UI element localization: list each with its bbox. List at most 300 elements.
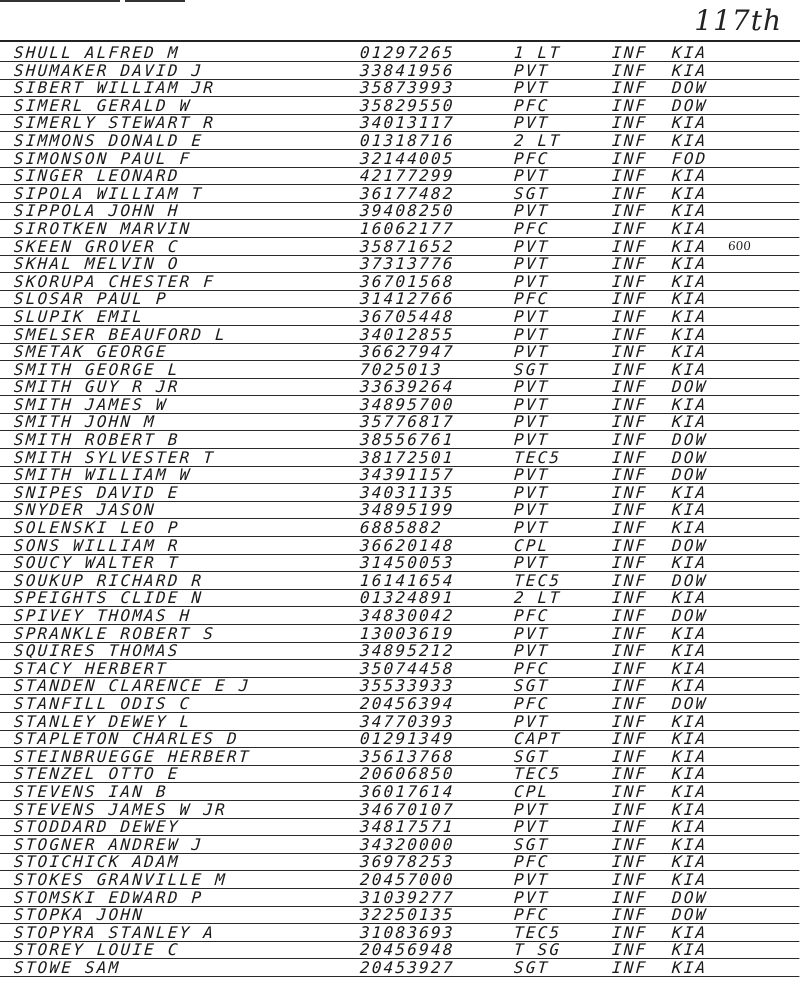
- branch-cell: INF: [611, 271, 649, 291]
- branch-cell: INF: [611, 324, 649, 344]
- status-cell: KIA: [671, 43, 709, 62]
- status-cell: KIA: [671, 711, 709, 731]
- casualty-row: [0, 677, 800, 695]
- casualty-row: [0, 202, 800, 220]
- serial-number-cell: 34895199: [359, 500, 456, 520]
- status-cell: DOW: [671, 535, 709, 555]
- branch-cell: INF: [611, 78, 649, 98]
- name-cell: STOREY LOUIE C: [13, 940, 181, 960]
- name-cell: SMETAK GEORGE: [13, 342, 169, 362]
- branch-cell: INF: [611, 711, 649, 731]
- casualty-row: [0, 167, 800, 185]
- name-cell: SMITH GEORGE L: [13, 359, 181, 379]
- casualty-row: [0, 625, 800, 643]
- status-cell: KIA: [671, 236, 709, 256]
- status-cell: KIA: [671, 623, 709, 643]
- status-cell: DOW: [671, 78, 709, 98]
- rank-cell: PVT: [513, 887, 551, 907]
- branch-cell: INF: [611, 834, 649, 854]
- branch-cell: INF: [611, 254, 649, 274]
- serial-number-cell: 35829550: [359, 95, 456, 115]
- name-cell: STEVENS IAN B: [13, 781, 169, 801]
- status-cell: KIA: [671, 412, 709, 432]
- status-cell: KIA: [671, 183, 709, 203]
- casualty-row: [0, 378, 800, 396]
- branch-cell: INF: [611, 289, 649, 309]
- casualty-row: [0, 44, 800, 62]
- branch-cell: INF: [611, 394, 649, 414]
- rank-cell: PVT: [513, 711, 551, 731]
- casualty-row: [0, 853, 800, 871]
- branch-cell: INF: [611, 641, 649, 661]
- name-cell: SIBERT WILLIAM JR: [13, 78, 216, 98]
- casualty-row: [0, 836, 800, 854]
- rank-cell: CPL: [513, 535, 551, 555]
- branch-cell: INF: [611, 817, 649, 837]
- serial-number-cell: 36620148: [359, 535, 456, 555]
- name-cell: STEINBRUEGGE HERBERT: [13, 746, 252, 766]
- rank-cell: PVT: [513, 60, 551, 80]
- casualty-row: [0, 79, 800, 97]
- branch-cell: INF: [611, 482, 649, 502]
- status-cell: KIA: [671, 306, 709, 326]
- rank-cell: PVT: [513, 465, 551, 485]
- status-cell: KIA: [671, 324, 709, 344]
- casualty-row: [0, 730, 800, 748]
- rank-cell: PFC: [513, 852, 551, 872]
- rank-cell: PFC: [513, 693, 551, 713]
- name-cell: SMELSER BEAUFORD L: [13, 324, 228, 344]
- casualty-row: [0, 537, 800, 555]
- serial-number-cell: 35533933: [359, 676, 456, 696]
- status-cell: KIA: [671, 289, 709, 309]
- status-cell: KIA: [671, 553, 709, 573]
- serial-number-cell: 35776817: [359, 412, 456, 432]
- serial-number-cell: 34770393: [359, 711, 456, 731]
- name-cell: SLUPIK EMIL: [13, 306, 145, 326]
- status-cell: DOW: [671, 95, 709, 115]
- branch-cell: INF: [611, 676, 649, 696]
- branch-cell: INF: [611, 166, 649, 186]
- name-cell: SIROTKEN MARVIN: [13, 218, 193, 238]
- status-cell: DOW: [671, 570, 709, 590]
- status-cell: KIA: [671, 500, 709, 520]
- name-cell: SQUIRES THOMAS: [13, 641, 181, 661]
- status-cell: KIA: [671, 166, 709, 186]
- name-cell: SKHAL MELVIN O: [13, 254, 181, 274]
- casualty-row: [0, 484, 800, 502]
- rank-cell: SGT: [513, 834, 551, 854]
- status-cell: KIA: [671, 658, 709, 678]
- name-cell: SMITH ROBERT B: [13, 430, 181, 450]
- status-cell: KIA: [671, 729, 709, 749]
- branch-cell: INF: [611, 764, 649, 784]
- branch-cell: INF: [611, 465, 649, 485]
- serial-number-cell: 31450053: [359, 553, 456, 573]
- status-cell: KIA: [671, 746, 709, 766]
- serial-number-cell: 32144005: [359, 148, 456, 168]
- name-cell: STOWE SAM: [13, 957, 122, 977]
- name-cell: SIMONSON PAUL F: [13, 148, 193, 168]
- serial-number-cell: 33841956: [359, 60, 456, 80]
- branch-cell: INF: [611, 570, 649, 590]
- status-cell: KIA: [671, 588, 709, 608]
- serial-number-cell: 34817571: [359, 817, 456, 837]
- name-cell: STANDEN CLARENCE E J: [13, 676, 252, 696]
- status-cell: KIA: [671, 641, 709, 661]
- status-cell: KIA: [671, 201, 709, 221]
- name-cell: SIPOLA WILLIAM T: [13, 183, 205, 203]
- casualty-row: [0, 924, 800, 942]
- rank-cell: PVT: [513, 482, 551, 502]
- casualty-row: [0, 554, 800, 572]
- name-cell: SIPPOLA JOHN H: [13, 201, 181, 221]
- serial-number-cell: 7025013: [359, 359, 444, 379]
- rank-cell: PVT: [513, 236, 551, 256]
- rank-cell: 1 LT: [513, 43, 563, 62]
- serial-number-cell: 34670107: [359, 799, 456, 819]
- status-cell: KIA: [671, 342, 709, 362]
- name-cell: SONS WILLIAM R: [13, 535, 181, 555]
- serial-number-cell: 20457000: [359, 869, 456, 889]
- name-cell: STOKES GRANVILLE M: [13, 869, 228, 889]
- status-cell: KIA: [671, 130, 709, 150]
- branch-cell: INF: [611, 130, 649, 150]
- branch-cell: INF: [611, 922, 649, 942]
- header-rule: [0, 40, 800, 42]
- serial-number-cell: 36017614: [359, 781, 456, 801]
- branch-cell: INF: [611, 535, 649, 555]
- branch-cell: INF: [611, 236, 649, 256]
- serial-number-cell: 13003619: [359, 623, 456, 643]
- serial-number-cell: 36705448: [359, 306, 456, 326]
- serial-number-cell: 20456394: [359, 693, 456, 713]
- name-cell: SLOSAR PAUL P: [13, 289, 169, 309]
- branch-cell: INF: [611, 412, 649, 432]
- serial-number-cell: 32250135: [359, 905, 456, 925]
- branch-cell: INF: [611, 148, 649, 168]
- name-cell: SPRANKLE ROBERT S: [13, 623, 216, 643]
- branch-cell: INF: [611, 359, 649, 379]
- branch-cell: INF: [611, 95, 649, 115]
- branch-cell: INF: [611, 518, 649, 538]
- casualty-row: [0, 132, 800, 150]
- rank-cell: PVT: [513, 78, 551, 98]
- serial-number-cell: 16141654: [359, 570, 456, 590]
- name-cell: SMITH GUY R JR: [13, 377, 181, 397]
- branch-cell: INF: [611, 658, 649, 678]
- status-cell: KIA: [671, 359, 709, 379]
- status-cell: DOW: [671, 377, 709, 397]
- rank-cell: SGT: [513, 957, 551, 977]
- name-cell: STOGNER ANDREW J: [13, 834, 205, 854]
- serial-number-cell: 42177299: [359, 166, 456, 186]
- casualty-row: [0, 713, 800, 731]
- casualty-row: [0, 396, 800, 414]
- rank-cell: PVT: [513, 254, 551, 274]
- serial-number-cell: 01297265: [359, 43, 456, 62]
- casualty-row: [0, 889, 800, 907]
- casualty-row: [0, 449, 800, 467]
- rank-cell: PVT: [513, 799, 551, 819]
- handwritten-margin-note: 600: [727, 238, 752, 253]
- status-cell: DOW: [671, 465, 709, 485]
- status-cell: KIA: [671, 869, 709, 889]
- name-cell: STENZEL OTTO E: [13, 764, 181, 784]
- casualty-row: [0, 695, 800, 713]
- name-cell: SHULL ALFRED M: [13, 43, 181, 62]
- serial-number-cell: 36177482: [359, 183, 456, 203]
- casualty-row: [0, 660, 800, 678]
- branch-cell: INF: [611, 43, 649, 62]
- casualty-row: [0, 642, 800, 660]
- rank-cell: 2 LT: [513, 588, 563, 608]
- branch-cell: INF: [611, 553, 649, 573]
- rank-cell: SGT: [513, 183, 551, 203]
- casualty-row: [0, 959, 800, 977]
- name-cell: SHUMAKER DAVID J: [13, 60, 205, 80]
- rank-cell: PFC: [513, 658, 551, 678]
- branch-cell: INF: [611, 869, 649, 889]
- name-cell: SMITH WILLIAM W: [13, 465, 193, 485]
- casualty-row: [0, 765, 800, 783]
- casualty-row: [0, 783, 800, 801]
- casualty-row: [0, 343, 800, 361]
- branch-cell: INF: [611, 113, 649, 133]
- status-cell: KIA: [671, 834, 709, 854]
- branch-cell: INF: [611, 588, 649, 608]
- rank-cell: PFC: [513, 218, 551, 238]
- branch-cell: INF: [611, 905, 649, 925]
- branch-cell: INF: [611, 218, 649, 238]
- casualty-row: [0, 114, 800, 132]
- status-cell: KIA: [671, 271, 709, 291]
- casualty-row: [0, 361, 800, 379]
- serial-number-cell: 34895212: [359, 641, 456, 661]
- rank-cell: PVT: [513, 817, 551, 837]
- branch-cell: INF: [611, 447, 649, 467]
- casualty-row: [0, 150, 800, 168]
- name-cell: SPIVEY THOMAS H: [13, 606, 193, 625]
- branch-cell: INF: [611, 693, 649, 713]
- status-cell: KIA: [671, 394, 709, 414]
- serial-number-cell: 34895700: [359, 394, 456, 414]
- name-cell: SOUCY WALTER T: [13, 553, 181, 573]
- branch-cell: INF: [611, 342, 649, 362]
- rank-cell: PVT: [513, 377, 551, 397]
- branch-cell: INF: [611, 781, 649, 801]
- serial-number-cell: 34013117: [359, 113, 456, 133]
- status-cell: KIA: [671, 60, 709, 80]
- name-cell: STOICHICK ADAM: [13, 852, 181, 872]
- rank-cell: PVT: [513, 430, 551, 450]
- status-cell: KIA: [671, 922, 709, 942]
- status-cell: DOW: [671, 905, 709, 925]
- serial-number-cell: 20453927: [359, 957, 456, 977]
- serial-number-cell: 34031135: [359, 482, 456, 502]
- rank-cell: PVT: [513, 869, 551, 889]
- name-cell: SINGER LEONARD: [13, 166, 181, 186]
- branch-cell: INF: [611, 60, 649, 80]
- name-cell: SMITH JOHN M: [13, 412, 157, 432]
- name-cell: STAPLETON CHARLES D: [13, 729, 240, 749]
- serial-number-cell: 20606850: [359, 764, 456, 784]
- casualty-row: [0, 273, 800, 291]
- name-cell: STOPKA JOHN: [13, 905, 145, 925]
- rank-cell: PVT: [513, 342, 551, 362]
- rank-cell: PVT: [513, 623, 551, 643]
- branch-cell: INF: [611, 201, 649, 221]
- rank-cell: PFC: [513, 148, 551, 168]
- name-cell: SIMERL GERALD W: [13, 95, 193, 115]
- branch-cell: INF: [611, 746, 649, 766]
- name-cell: STANFILL ODIS C: [13, 693, 193, 713]
- serial-number-cell: 38172501: [359, 447, 456, 467]
- name-cell: SIMMONS DONALD E: [13, 130, 205, 150]
- name-cell: SPEIGHTS CLIDE N: [13, 588, 205, 608]
- casualty-row: [0, 607, 800, 625]
- status-cell: KIA: [671, 817, 709, 837]
- name-cell: STACY HERBERT: [13, 658, 169, 678]
- status-cell: KIA: [671, 781, 709, 801]
- rank-cell: PVT: [513, 553, 551, 573]
- top-edge-rule-2: [125, 0, 185, 2]
- casualty-row: [0, 326, 800, 344]
- status-cell: DOW: [671, 693, 709, 713]
- serial-number-cell: 35871652: [359, 236, 456, 256]
- casualty-row: [0, 941, 800, 959]
- status-cell: KIA: [671, 799, 709, 819]
- status-cell: KIA: [671, 764, 709, 784]
- name-cell: SOLENSKI LEO P: [13, 518, 181, 538]
- name-cell: STANLEY DEWEY L: [13, 711, 193, 731]
- rank-cell: PVT: [513, 324, 551, 344]
- serial-number-cell: 01291349: [359, 729, 456, 749]
- branch-cell: INF: [611, 940, 649, 960]
- branch-cell: INF: [611, 623, 649, 643]
- rank-cell: CAPT: [513, 729, 563, 749]
- serial-number-cell: 31039277: [359, 887, 456, 907]
- rank-cell: PFC: [513, 289, 551, 309]
- rank-cell: PFC: [513, 95, 551, 115]
- casualty-row: [0, 62, 800, 80]
- rank-cell: PFC: [513, 905, 551, 925]
- status-cell: DOW: [671, 887, 709, 907]
- name-cell: STOMSKI EDWARD P: [13, 887, 205, 907]
- serial-number-cell: 34391157: [359, 465, 456, 485]
- serial-number-cell: 39408250: [359, 201, 456, 221]
- status-cell: KIA: [671, 940, 709, 960]
- branch-cell: INF: [611, 606, 649, 625]
- name-cell: SOUKUP RICHARD R: [13, 570, 205, 590]
- serial-number-cell: 34012855: [359, 324, 456, 344]
- rank-cell: T SG: [513, 940, 563, 960]
- handwritten-page-note: 117th: [694, 4, 782, 37]
- branch-cell: INF: [611, 799, 649, 819]
- casualty-row: [0, 871, 800, 889]
- status-cell: KIA: [671, 482, 709, 502]
- rank-cell: SGT: [513, 359, 551, 379]
- serial-number-cell: 35873993: [359, 78, 456, 98]
- serial-number-cell: 38556761: [359, 430, 456, 450]
- serial-number-cell: 01324891: [359, 588, 456, 608]
- casualty-row: [0, 801, 800, 819]
- serial-number-cell: 36701568: [359, 271, 456, 291]
- name-cell: STEVENS JAMES W JR: [13, 799, 228, 819]
- casualty-row: [0, 413, 800, 431]
- serial-number-cell: 01318716: [359, 130, 456, 150]
- name-cell: SKORUPA CHESTER F: [13, 271, 216, 291]
- name-cell: SIMERLY STEWART R: [13, 113, 216, 133]
- rank-cell: PVT: [513, 271, 551, 291]
- branch-cell: INF: [611, 500, 649, 520]
- rank-cell: 2 LT: [513, 130, 563, 150]
- status-cell: KIA: [671, 957, 709, 977]
- serial-number-cell: 37313776: [359, 254, 456, 274]
- serial-number-cell: 20456948: [359, 940, 456, 960]
- status-cell: KIA: [671, 852, 709, 872]
- rank-cell: PVT: [513, 166, 551, 186]
- rank-cell: PVT: [513, 113, 551, 133]
- rank-cell: TEC5: [513, 447, 563, 467]
- casualty-row: [0, 519, 800, 537]
- rank-cell: CPL: [513, 781, 551, 801]
- serial-number-cell: 31083693: [359, 922, 456, 942]
- casualty-row: [0, 308, 800, 326]
- branch-cell: INF: [611, 852, 649, 872]
- status-cell: DOW: [671, 606, 709, 625]
- rank-cell: PVT: [513, 394, 551, 414]
- rank-cell: TEC5: [513, 570, 563, 590]
- serial-number-cell: 35613768: [359, 746, 456, 766]
- casualty-row: [0, 255, 800, 273]
- status-cell: DOW: [671, 447, 709, 467]
- casualty-row: [0, 818, 800, 836]
- serial-number-cell: 31412766: [359, 289, 456, 309]
- rank-cell: PVT: [513, 641, 551, 661]
- branch-cell: INF: [611, 957, 649, 977]
- rank-cell: PFC: [513, 606, 551, 625]
- casualty-row: [0, 572, 800, 590]
- status-cell: DOW: [671, 430, 709, 450]
- status-cell: FOD: [671, 148, 709, 168]
- casualty-row: [0, 431, 800, 449]
- casualty-row: [0, 220, 800, 238]
- serial-number-cell: 6885882: [359, 518, 444, 538]
- top-edge-rule: [0, 0, 120, 2]
- name-cell: STOPYRA STANLEY A: [13, 922, 216, 942]
- branch-cell: INF: [611, 377, 649, 397]
- casualty-row: [0, 501, 800, 519]
- serial-number-cell: 34830042: [359, 606, 456, 625]
- branch-cell: INF: [611, 183, 649, 203]
- serial-number-cell: 35074458: [359, 658, 456, 678]
- casualty-row: [0, 97, 800, 115]
- rank-cell: PVT: [513, 201, 551, 221]
- branch-cell: INF: [611, 430, 649, 450]
- branch-cell: INF: [611, 306, 649, 326]
- rank-cell: PVT: [513, 412, 551, 432]
- casualty-row: [0, 238, 800, 256]
- name-cell: SNYDER JASON: [13, 500, 157, 520]
- casualty-row: [0, 906, 800, 924]
- serial-number-cell: 16062177: [359, 218, 456, 238]
- name-cell: SMITH SYLVESTER T: [13, 447, 216, 467]
- casualty-list: [0, 44, 800, 976]
- branch-cell: INF: [611, 729, 649, 749]
- rank-cell: TEC5: [513, 764, 563, 784]
- rank-cell: PVT: [513, 518, 551, 538]
